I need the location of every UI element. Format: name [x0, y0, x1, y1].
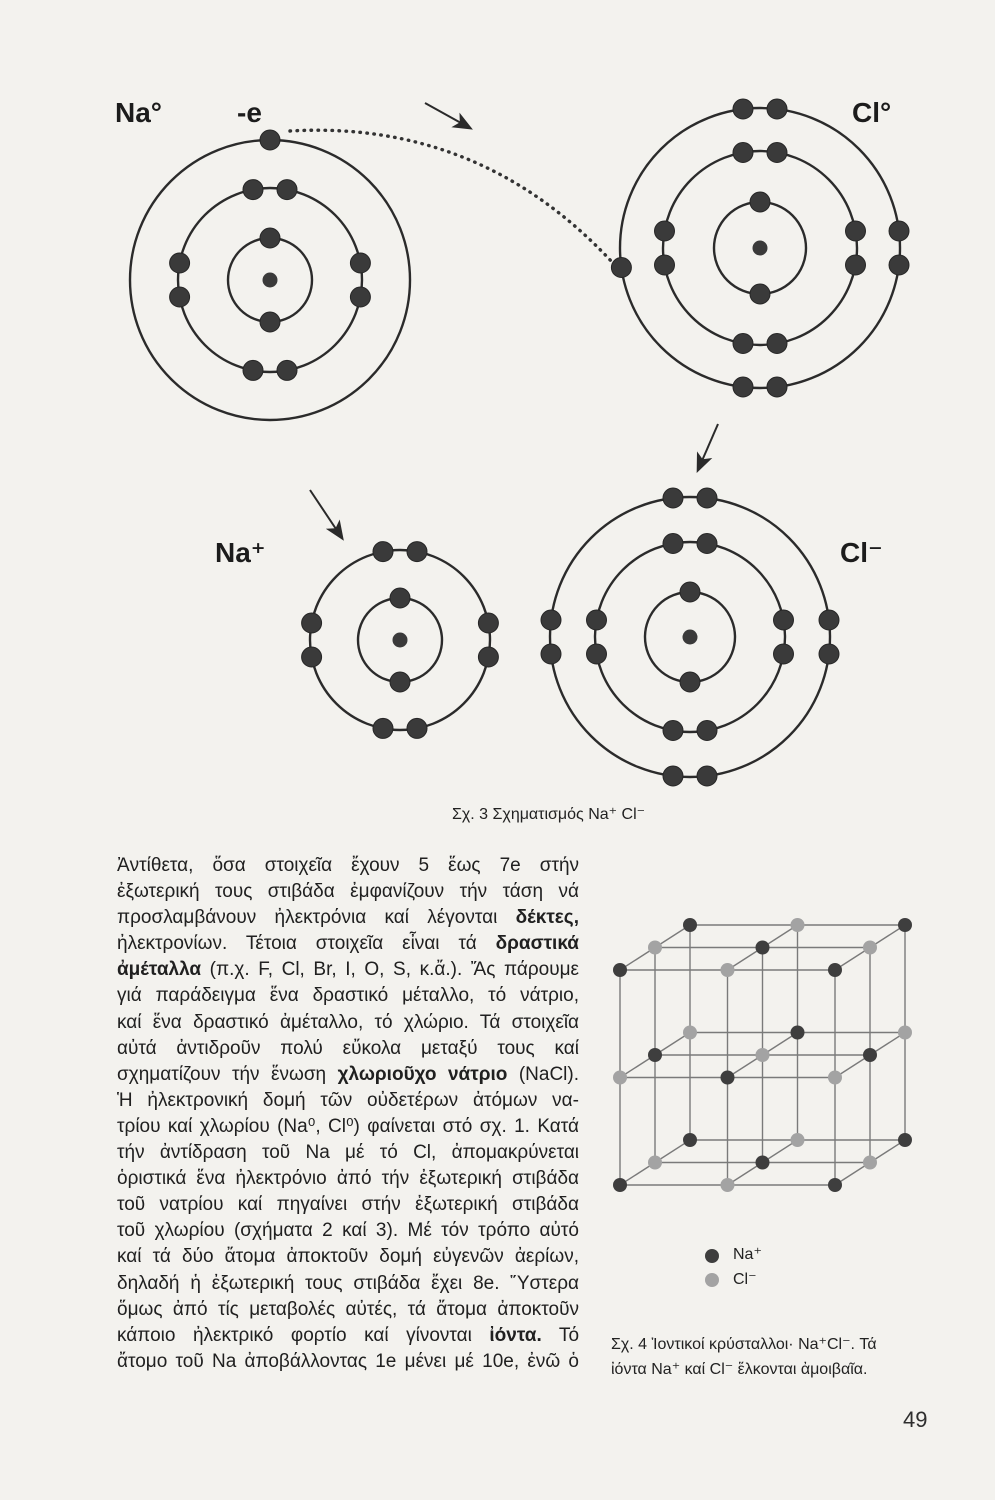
electron [819, 610, 839, 630]
body-text-run: ἠλεκτρονίων. Τέτοια στοιχεῖα εἶναι τά [117, 933, 496, 955]
body-line [117, 1218, 579, 1244]
body-text-run: δηλαδή ἡ ἐξωτερική τους στιβάδα ἔχει 8e. Ὕστερα [117, 1272, 580, 1294]
body-line [117, 1323, 579, 1349]
electron [170, 253, 190, 273]
electron [541, 610, 561, 630]
electron [478, 613, 498, 633]
body-text-run: (NaCl). [507, 1063, 579, 1085]
body-line-text [117, 1010, 579, 1036]
body-line [117, 1114, 579, 1140]
electron [663, 488, 683, 508]
electron [655, 255, 675, 275]
body-text-bold: ἀμέταλλα [117, 959, 202, 981]
electron [889, 255, 909, 275]
electron [697, 488, 717, 508]
body-text-run: ἄτομο τοῦ Na ἀποβάλλοντας 1e μένει μέ 10e, ἐνῶ ὁ [117, 1350, 579, 1372]
electron [277, 360, 297, 380]
lattice-ion-na [613, 1178, 627, 1192]
body-text-bold: δέκτες, [515, 907, 579, 929]
electron [774, 610, 794, 630]
nucleus [683, 630, 698, 645]
figure-3-caption: Σχ. 3 Σχηματισμός Na⁺ Cl⁻ [452, 806, 646, 823]
body-line-text [117, 931, 579, 957]
legend-label-cl: Cl⁻ [733, 1271, 757, 1288]
body-line-text [117, 1218, 579, 1244]
electron [697, 534, 717, 554]
body-line [117, 983, 579, 1009]
sodium-ion [302, 542, 499, 739]
nucleus [753, 241, 768, 256]
body-line-text [117, 1088, 579, 1114]
nucleus [393, 633, 408, 648]
label-cl-atom: Cl° [852, 97, 892, 128]
electron [767, 143, 787, 163]
lattice-ion-na [721, 1071, 735, 1085]
body-text-bold: χλωριοῦχο νάτριο [337, 1063, 508, 1085]
electron [750, 284, 770, 304]
arrow-to-chloride-ion [698, 424, 718, 470]
page-number: 49 [903, 1407, 928, 1432]
body-line [117, 1140, 579, 1166]
electron [260, 228, 280, 248]
body-text [117, 853, 579, 1375]
body-text-run: Ἡ ἠλεκτρονική δομή τῶν οὐδετέρων ἀτόμων να- [117, 1089, 579, 1111]
body-line-text [117, 983, 579, 1009]
body-line [117, 879, 579, 905]
body-line-text [117, 1140, 579, 1166]
electron [390, 672, 410, 692]
body-line [117, 853, 579, 879]
electron [170, 287, 190, 307]
arrow-electron-transfer [425, 103, 470, 128]
figure-4-caption-line [611, 1335, 877, 1355]
electron [243, 360, 263, 380]
lattice-ion-na [828, 1178, 842, 1192]
electron [478, 647, 498, 667]
figure-4-caption-line [611, 1360, 867, 1380]
ionic-crystal-lattice [613, 918, 912, 1192]
body-text-run: ἐξωτερική τους στιβάδα ἐμφανίζουν τήν τάση νά [117, 881, 579, 903]
body-line [117, 957, 579, 983]
body-line [117, 905, 579, 931]
electron [774, 644, 794, 664]
body-text-run: καί ἕνα δραστικό ἀμέταλλο, τό χλώριο. Τά στοιχεῖα [117, 1011, 580, 1033]
electron [655, 221, 675, 241]
electron [733, 334, 753, 354]
electron [663, 721, 683, 741]
body-text-run: κάποιο ἠλεκτρικό φορτίο καί γίνονται [117, 1324, 490, 1346]
body-text-run: γιά παράδειγμα ἕνα δραστικό μέταλλο, τό νάτριο, [117, 985, 579, 1007]
lattice-ion-cl [648, 941, 662, 955]
electron [277, 180, 297, 200]
body-line-text [117, 879, 579, 905]
electron [767, 377, 787, 397]
nucleus [263, 273, 278, 288]
figure-4-caption-text: Σχ. 4 Ἰοντικοί κρύσταλλοι· Na⁺Cl⁻. Τά [611, 1336, 877, 1353]
electron [587, 610, 607, 630]
electron [889, 221, 909, 241]
body-text-run: τρίου καί χλωρίου (Na⁰, Cl⁰) φαίνεται στό σχ. 1. Κατά [117, 1115, 579, 1137]
body-line [117, 1036, 579, 1062]
label-na-ion: Na⁺ [215, 537, 266, 568]
chlorine-atom [611, 99, 909, 397]
electron-transfer-path [290, 130, 612, 262]
label-electron-transfer: -e [237, 97, 262, 128]
electron [390, 588, 410, 608]
lattice-ion-cl [756, 1048, 770, 1062]
body-text-run: προσλαμβάνουν ἠλεκτρόνια καί λέγονται [117, 907, 516, 929]
lattice-ion-na [898, 918, 912, 932]
electron [407, 718, 427, 738]
lattice-ion-cl [828, 1071, 842, 1085]
legend-cl-dot [705, 1273, 719, 1287]
legend-na-dot [705, 1249, 719, 1263]
electron [846, 221, 866, 241]
body-line [117, 1062, 579, 1088]
electron [302, 613, 322, 633]
lattice-ion-na [613, 963, 627, 977]
body-line-text [117, 957, 579, 983]
body-line-text [117, 1297, 579, 1323]
body-line [117, 1088, 579, 1114]
body-line-text [117, 905, 579, 931]
body-line-text [117, 1244, 579, 1270]
body-line [117, 1166, 579, 1192]
electron [750, 192, 770, 212]
body-line [117, 1192, 579, 1218]
body-line-text [117, 1166, 579, 1192]
electron [407, 542, 427, 562]
figure-3-atoms [130, 99, 909, 786]
lattice-ion-cl [721, 1178, 735, 1192]
lattice-ion-na [683, 1133, 697, 1147]
lattice-ion-cl [683, 1026, 697, 1040]
lattice-ion-cl [613, 1071, 627, 1085]
body-line [117, 1244, 579, 1270]
electron [663, 766, 683, 786]
lattice-ion-cl [791, 918, 805, 932]
figure-4-caption-text: ἰόντα Na⁺ καί Cl⁻ ἕλκονται ἀμοιβαῖα. [611, 1361, 868, 1378]
body-text-run: Ἀντίθετα, ὅσα στοιχεῖα ἔχουν 5 ἕως 7e στήν [117, 855, 580, 876]
body-text-run: Τό [541, 1324, 580, 1346]
electron [697, 721, 717, 741]
lattice-ion-na [898, 1133, 912, 1147]
electron [819, 644, 839, 664]
lattice-ion-cl [791, 1133, 805, 1147]
electron [587, 644, 607, 664]
electron [541, 644, 561, 664]
body-line-text [117, 1114, 579, 1140]
electron [260, 312, 280, 332]
electron [846, 255, 866, 275]
body-line [117, 1349, 579, 1375]
lattice-ion-na [648, 1048, 662, 1062]
electron [733, 377, 753, 397]
electron [733, 143, 753, 163]
label-cl-ion: Cl⁻ [840, 537, 883, 568]
body-text-run: ὅμως ἀπό τίς μεταβολές αὐτές, τά ἄτομα ἀποκτοῦν [117, 1298, 579, 1320]
electron [260, 130, 280, 150]
electron [680, 672, 700, 692]
body-text-run: ὁριστικά ἕνα ἠλεκτρόνιο ἀπό τήν ἐξωτερική στιβάδα [117, 1168, 580, 1190]
body-line-text [117, 1192, 579, 1218]
electron [350, 253, 370, 273]
lattice-ion-cl [863, 941, 877, 955]
lattice-ion-cl [863, 1156, 877, 1170]
body-text-bold: δραστικά [495, 933, 579, 955]
body-text-bold: ἰόντα. [489, 1324, 542, 1346]
electron [767, 99, 787, 119]
body-line-text [117, 853, 579, 879]
electron [243, 180, 263, 200]
body-line [117, 1271, 579, 1297]
lattice-ion-cl [648, 1156, 662, 1170]
body-line-text [117, 1271, 579, 1297]
lattice-ion-cl [898, 1026, 912, 1040]
label-na-atom: Na° [115, 97, 162, 128]
body-text-run: τήν ἀντίδραση τοῦ Na μέ τό Cl, ἀπομακρύνεται [117, 1142, 580, 1164]
body-line-text [117, 1036, 579, 1062]
lattice-ion-na [683, 918, 697, 932]
body-text-run: καί τά δύο ἄτομα ἀποκτοῦν δομή εὐγενῶν ἀερίων, [117, 1246, 579, 1268]
electron [373, 542, 393, 562]
electron [663, 534, 683, 554]
arrow-to-sodium-ion [310, 490, 342, 538]
body-line-text [117, 1349, 579, 1375]
lattice-ion-na [756, 1156, 770, 1170]
sodium-atom [130, 130, 410, 420]
electron [680, 582, 700, 602]
body-text-run: τοῦ χλωρίου (σχήματα 2 καί 3). Μέ τόν τρόπο αὐτό [117, 1220, 579, 1242]
lattice-ion-na [756, 941, 770, 955]
legend-label-na: Na⁺ [733, 1246, 762, 1263]
body-text-run: αὐτά ἀντιδροῦν πολύ εὔκολα μεταξύ τους καί [117, 1037, 579, 1059]
electron [373, 718, 393, 738]
lattice-ion-cl [721, 963, 735, 977]
electron [697, 766, 717, 786]
electron [611, 258, 631, 278]
body-line [117, 1297, 579, 1323]
chloride-ion [541, 488, 839, 786]
lattice-ion-na [791, 1026, 805, 1040]
electron [302, 647, 322, 667]
body-text-run: τοῦ νατρίου καί πηγαίνει στήν ἐξωτερική στιβάδα [117, 1194, 579, 1216]
body-line [117, 1010, 579, 1036]
electron [767, 334, 787, 354]
body-text-run: σχηματίζουν τήν ἕνωση [117, 1063, 338, 1085]
lattice-ion-na [863, 1048, 877, 1062]
electron [350, 287, 370, 307]
body-line [117, 931, 579, 957]
body-line-text [117, 1062, 579, 1088]
body-line-text [117, 1323, 579, 1349]
lattice-legend-markers [705, 1249, 719, 1287]
body-text-run: (π.χ. F, Cl, Br, I, O, S, κ.ἄ.). Ἄς πάρουμε [201, 959, 580, 981]
lattice-ion-na [828, 963, 842, 977]
electron [733, 99, 753, 119]
